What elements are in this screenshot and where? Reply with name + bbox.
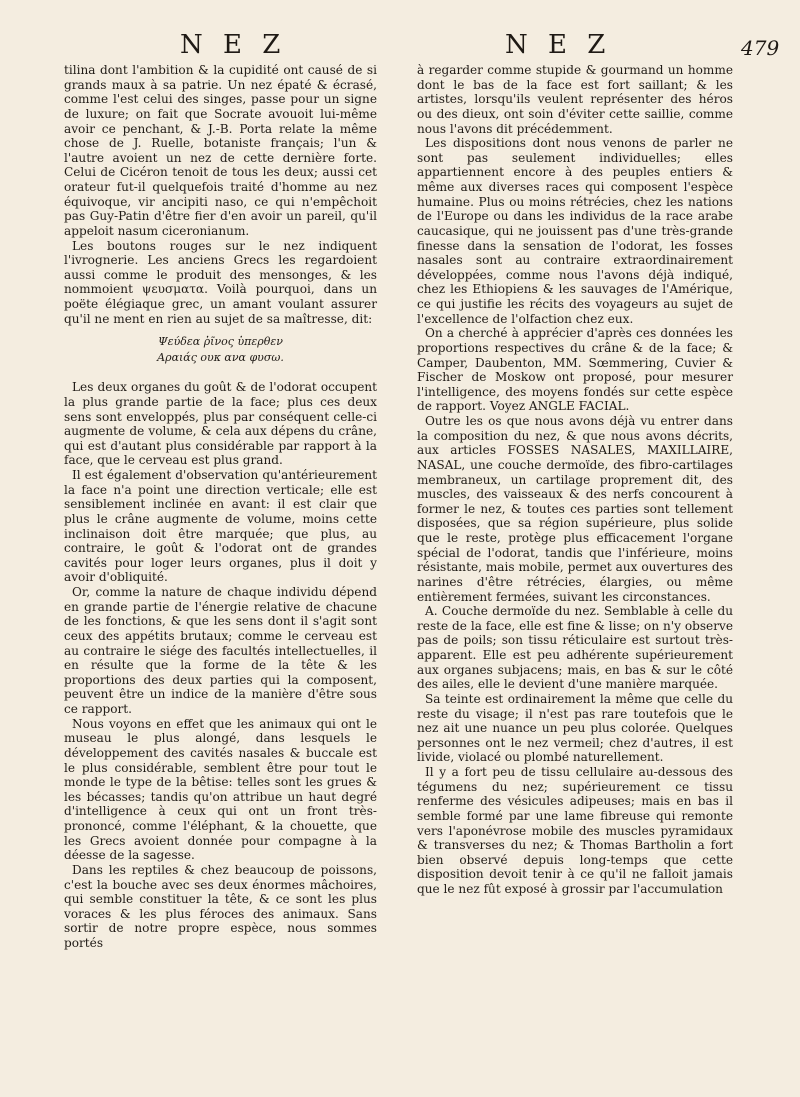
- running-head-left: N E Z: [180, 30, 287, 60]
- right-column: [417, 63, 733, 897]
- paragraph: Sa teinte est ordinairement la même que celle du reste du visage; il n'est pas rare toutefois que le nez ait une nuance un peu plus colorée. Quelques personnes ont le nez vermeil; chez d'autres, il est livide, violacé ou plombé naturellement.: [417, 691, 733, 765]
- paragraph: On a cherché à apprécier d'après ces données les proportions respectives du crâne & de la face; & Camper, Daubenton, MM. Sœmmering, Cuvier & Fischer de Moskow ont proposé, pour mesurer l'intelligence, des moyens fondés sur cette espèce de rapport. Voyez ANGLE FACIAL.: [417, 326, 733, 414]
- paragraph: Nous voyons en effet que les animaux qui ont le museau le plus alongé, dans lesquels le développement des cavités nasales & buccale est le plus considérable, semblent être pour tout le monde le type de la bêtise: telles sont les grues & les bécasses; tandis qu'on attribue un haut degré d'intelligence à ceux qui ont un front très-prononcé, comme l'éléphant, & la chouette, que les Grecs avoient donnée pour compagne à la déesse de la sagesse.: [64, 716, 377, 863]
- left-column: [64, 63, 377, 951]
- paragraph: Or, comme la nature de chaque individu dépend en grande partie de l'énergie relative de chacune de les fonctions, & que les sens dont il s'agit sont ceux des appétits brutaux; comme le cerveau est au contraire le siége des facultés intellectuelles, il en résulte que la forme de la tête & les proportions des deux parties qui la composent, peuvent être un indice de la manière d'être sous ce rapport.: [64, 585, 377, 716]
- paragraph: A. Couche dermoïde du nez. Semblable à celle du reste de la face, elle est fine & lisse; on n'y observe pas de poils; son tissu réticulaire est surtout très-apparent. Elle est peu adhérente supérieurement aux organes subjacens; mais, en bas & sur le côté des ailes, elle le devient d'une manière marquée.: [417, 604, 733, 692]
- running-head-right: N E Z: [505, 30, 612, 60]
- paragraph: Les deux organes du goût & de l'odorat occupent la plus grande partie de la face; plus ces deux sens sont enveloppés, plus par conséquent celle-ci augmente de volume, & cela aux dépens du crâne, qui est d'autant plus considérable par rapport à la face, que le cerveau est plus grand.: [64, 380, 377, 468]
- paragraph: Dans les reptiles & chez beaucoup de poissons, c'est la bouche avec ses deux énormes mâchoires, qui semble constituer la tête, & ce sont les plus voraces & les plus féroces des animaux. Sans sortir de notre propre espèce, nous sommes portés: [64, 862, 377, 950]
- page-number: 479: [741, 36, 780, 60]
- greek-verse-line: Ψεύδεα ῥῖνος ὑπερθεν: [158, 335, 283, 349]
- greek-verse-line: Αραιάς ουκ ανα φυσω.: [157, 351, 284, 365]
- greek-verse: [64, 334, 377, 366]
- paragraph: Il est également d'observation qu'antérieurement la face n'a point une direction verticale; elle est sensiblement inclinée en avant: il est clair que plus le crâne augmente de volume, moins cette inclinaison doit être marquée; que plus, au contraire, le goût & l'odorat ont de grandes cavités pour loger leurs organes, plus il doit y avoir d'obliquité.: [64, 468, 377, 585]
- paragraph: Il y a fort peu de tissu cellulaire au-dessous des tégumens du nez; supérieurement ce tissu renferme des vésicules adipeuses; mais en bas il semble formé par une lame fibreuse qui remonte vers l'aponévrose mobile des muscles pyramidaux & transverses du nez; & Thomas Bartholin a fort bien observé depuis long-temps que cette disposition devoit tenir à ce qu'il ne falloit jamais que le nez fût exposé à grossir par l'accumulation: [417, 765, 733, 896]
- paragraph: à regarder comme stupide & gourmand un homme dont le bas de la face est fort saillant; & les artistes, lorsqu'ils veulent représenter des héros ou des dieux, ont soin d'éviter cette saillie, comme nous l'avons dit précédemment.: [417, 63, 733, 136]
- paragraph: Les dispositions dont nous venons de parler ne sont pas seulement individuelles; elles appartiennent encore à des peuples entiers & même aux diverses races qui composent l'espèce humaine. Plus ou moins rétrécies, chez les nations de l'Europe ou dans les individus de la race arabe caucasique, qui ne jouissent pas d'une très-grande finesse dans la sensation de l'odorat, les fosses nasales sont au contraire extraordinairement développées, comme nous l'avons déjà indiqué, chez les Ethiopiens & les sauvages de l'Amérique, ce qui justifie les récits des voyageurs au sujet de l'excellence de l'olfaction chez eux.: [417, 136, 733, 326]
- paragraph: Outre les os que nous avons déjà vu entrer dans la composition du nez, & que nous avons décrits, aux articles FOSSES NASALES, MAXILLAIRE, NASAL, une couche dermoïde, des fibro-cartilages membraneux, un cartilage proprement dit, des muscles, des vaisseaux & des nerfs concourent à former le nez, & toutes ces parties sont tellement disposées, que sa région supérieure, plus solide que le reste, protège plus efficacement l'organe spécial de l'odorat, tandis que l'inférieure, moins résistante, mais mobile, permet aux ouvertures des narines d'être rétrécies, élargies, ou même entièrement fermées, suivant les circonstances.: [417, 414, 733, 604]
- paragraph: tilina dont l'ambition & la cupidité ont causé de si grands maux à sa patrie. Un nez épaté & écrasé, comme l'est celui des singes, passe pour un signe de luxure; on fait que Socrate avouoit lui-même avoir ce penchant, & J.-B. Porta relate la même chose de J. Ruelle, botaniste français; l'un & l'autre avoient un nez de cette dernière forte. Celui de Cicéron tenoit de tous les deux; aussi cet orateur fut-il quelquefois traité d'homme au nez équivoque, vir ancipiti naso, ce qui n'empêchoit pas Guy-Patin d'être fier d'en avoir un pareil, qu'il appeloit nasum ciceronianum.: [64, 63, 377, 238]
- paragraph: Les boutons rouges sur le nez indiquent l'ivrognerie. Les anciens Grecs les regardoient aussi comme le produit des mensonges, & les nommoient ψευσματα. Voilà pourquoi, dans un poëte élégiaque grec, un amant voulant assurer qu'il ne ment en rien au sujet de sa maîtresse, dit:: [64, 238, 377, 326]
